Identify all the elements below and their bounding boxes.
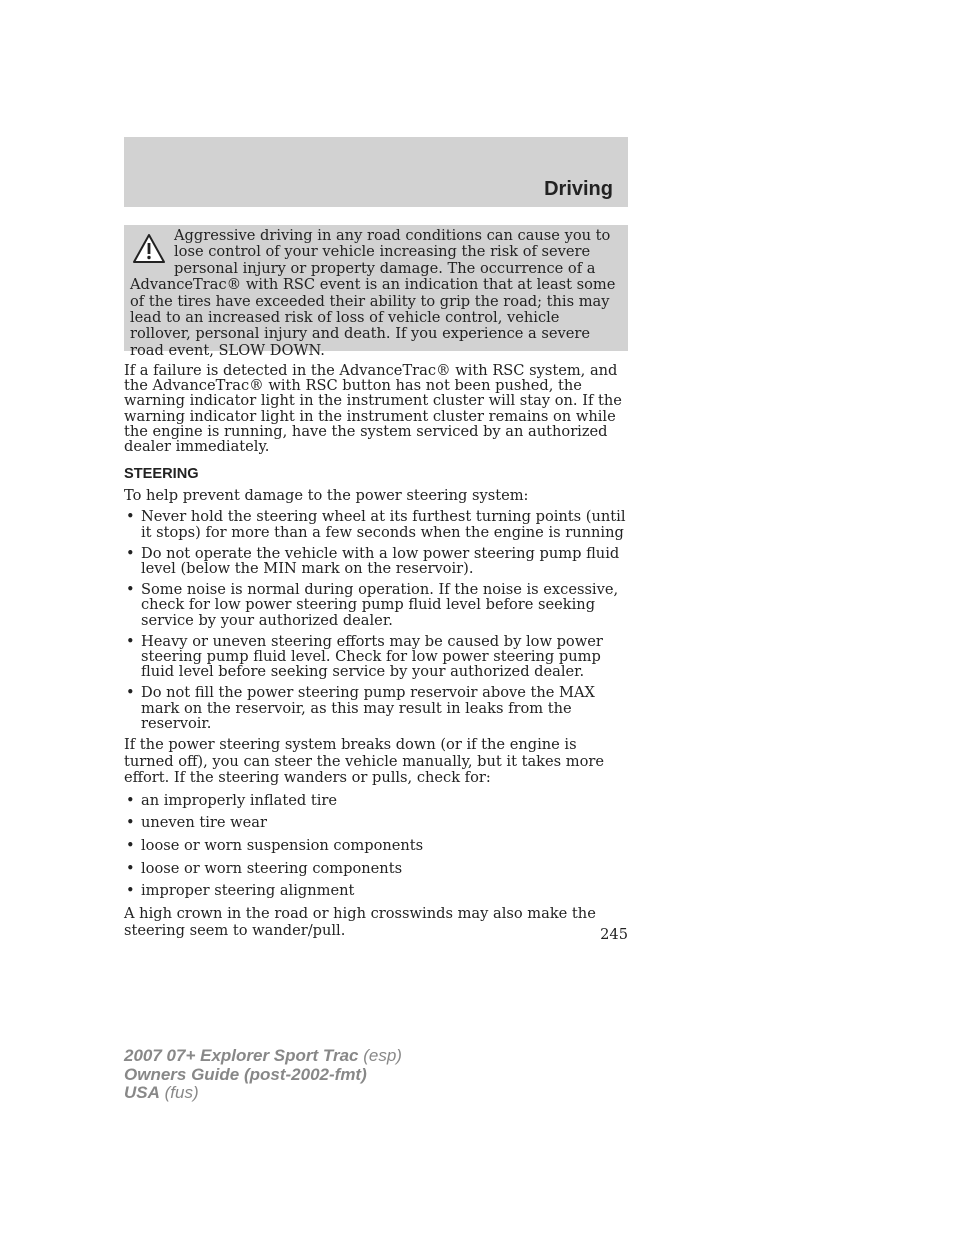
list-item: • Do not operate the vehicle with a low power steering pump fluid level (below the MIN mark on the reservoir). <box>124 546 629 576</box>
warning-triangle-icon <box>132 232 166 266</box>
advancetrac-paragraph: If a failure is detected in the AdvanceTrac® with RSC system, and the AdvanceTrac® with RSC button has not been pushed, the warning indicator light in the instrument cluster will stay on. If the warning indicator light in the instrument cluster remains on while the engine is running, have the system serviced by an authorized dealer immediately. <box>124 362 622 456</box>
section-header-band <box>124 137 628 207</box>
footer-market: USA <box>124 1083 160 1102</box>
main-content <box>124 363 629 939</box>
list-item: • Heavy or uneven steering efforts may be caused by low power steering pump fluid level. Check for low power steering pump fluid level before seeking service by your authorized dealer. <box>124 634 629 680</box>
list-item: • improper steering alignment <box>124 883 629 898</box>
page-number: 245 <box>600 926 628 943</box>
closing-paragraph: A high crown in the road or high crosswinds may also make the steering seem to wander/pull. <box>124 905 596 939</box>
list-item: • Some noise is normal during operation. If the noise is excessive, check for low power steering pump fluid level before seeking service by your authorized dealer. <box>124 582 629 628</box>
footer-model: 2007 07+ Explorer Sport Trac <box>124 1046 359 1065</box>
list-item: • uneven tire wear <box>124 815 629 830</box>
breakdown-paragraph: If the power steering system breaks down (or if the engine is turned off), you can steer the vehicle manually, but it takes more effort. If the steering wanders or pulls, check for: <box>124 736 604 787</box>
footer-market-code: (fus) <box>159 1083 199 1102</box>
steering-bullets <box>124 509 629 731</box>
list-item: • Do not fill the power steering pump reservoir above the MAX mark on the reservoir, as this may result in leaks from the reservoir. <box>124 685 629 731</box>
footer-model-code: (esp) <box>358 1046 402 1065</box>
footer-line-2 <box>124 1066 402 1085</box>
list-item: • Never hold the steering wheel at its furthest turning points (until it stops) for more than a few seconds when the engine is running <box>124 509 629 539</box>
list-item: • loose or worn steering components <box>124 861 629 876</box>
document-footer <box>124 1047 402 1103</box>
footer-line-1 <box>124 1047 402 1066</box>
warning-text: Aggressive driving in any road conditions can cause you to lose control of your vehicle increasing the risk of severe personal injury or property damage. The occurrence of a AdvanceTrac® with RSC event is an indication that at least some of the tires have exceeded their ability to grip the road; this may lead to an increased risk of loss of vehicle control, vehicle rollover, personal injury and death. If you experience a severe road event, SLOW DOWN. <box>130 227 616 359</box>
section-title: Driving <box>544 178 613 200</box>
footer-guide: Owners Guide (post-2002-fmt) <box>124 1064 367 1084</box>
list-item: • loose or worn suspension components <box>124 838 629 853</box>
list-item: • an improperly inflated tire <box>124 793 629 808</box>
footer-line-3 <box>124 1084 402 1103</box>
steering-intro: To help prevent damage to the power steering system: <box>124 487 529 505</box>
check-list <box>124 793 629 899</box>
warning-box <box>124 225 628 359</box>
steering-heading: STEERING <box>124 466 199 483</box>
